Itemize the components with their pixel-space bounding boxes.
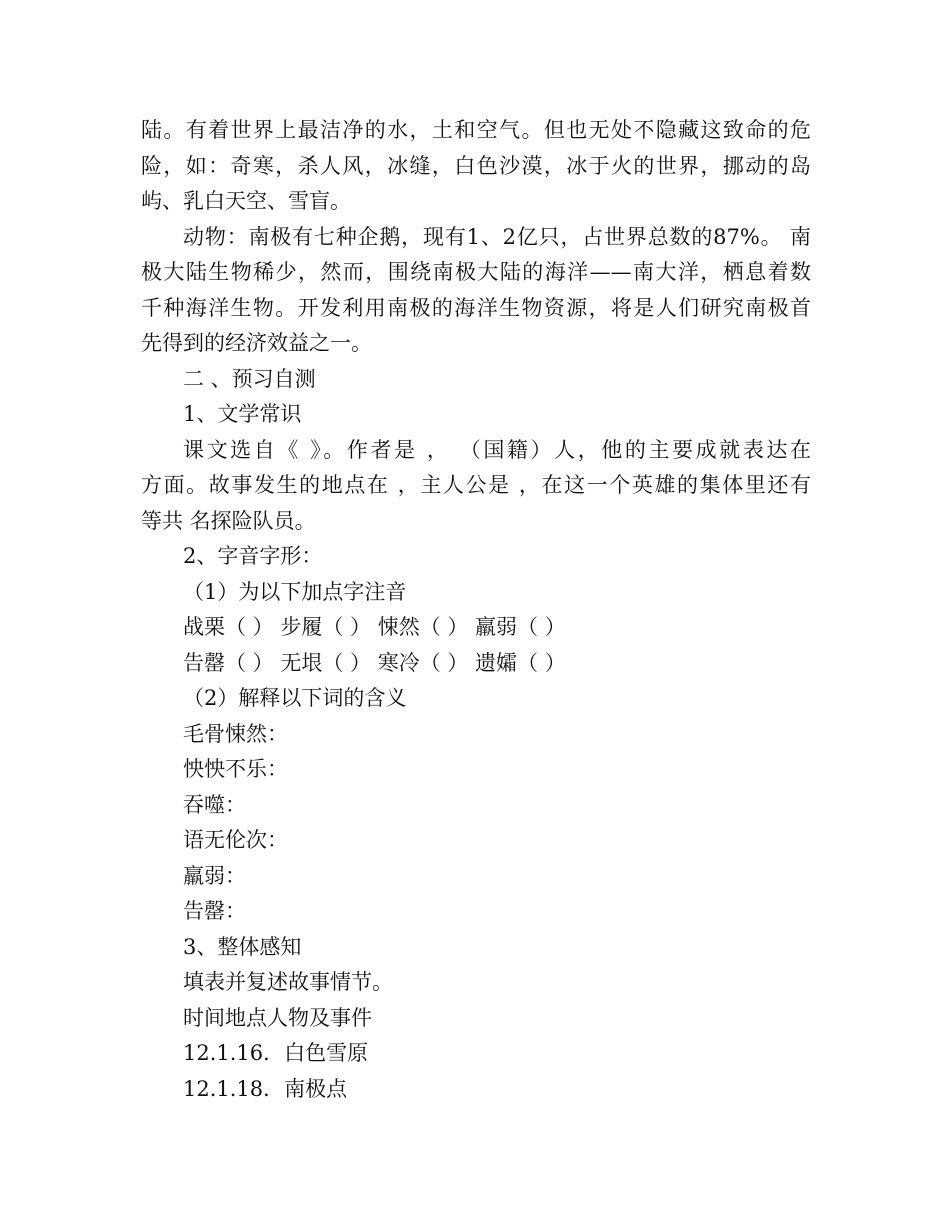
table-header-line: 时间地点人物及事件 — [183, 1005, 372, 1030]
definition-item-1: 毛骨悚然： — [183, 721, 288, 746]
definition-item-6: 告罄： — [183, 899, 246, 923]
text-line-3: 屿、乳白天空、雪盲。 — [141, 189, 351, 213]
definition-item-2: 怏怏不乐： — [183, 757, 288, 781]
table-row-2: 12.1.18．南极点 — [183, 1076, 348, 1101]
question-phonetic: （1）为以下加点字注音 — [183, 579, 407, 604]
text-line-5: 极大陆生物稀少，然而，围绕南极大陆的海洋——南大洋，栖息着数 — [141, 260, 811, 284]
text-line-4: 动物：南极有七种企鹅，现有1、2亿只，占世界总数的87%。 南 — [183, 224, 811, 249]
question-definitions: （2）解释以下词的含义 — [183, 686, 407, 710]
table-row-1: 12.1.16．白色雪原 — [183, 1041, 369, 1065]
subheading-literary-knowledge: 1、文学常识 — [183, 402, 302, 426]
subheading-pronunciation: 2、字音字形： — [183, 544, 323, 568]
definition-item-5: 羸弱： — [183, 863, 246, 888]
phonetic-row-1: 战栗（ ） 步履（ ） 悚然（ ） 羸弱（ ） — [183, 615, 566, 639]
section-heading-preview: 二 、预习自测 — [183, 366, 316, 391]
text-line-1: 陆。有着世界上最洁净的水，土和空气。但也无处不隐藏这致命的危 — [141, 118, 811, 142]
text-line-12: 等共 名探险队员。 — [141, 508, 316, 533]
phonetic-row-2: 告罄（ ） 无垠（ ） 寒冷（ ） 遗孀（ ） — [183, 650, 566, 675]
document-page — [141, 113, 811, 1107]
subheading-overall: 3、整体感知 — [183, 934, 302, 959]
text-line-11: 方面。故事发生的地点在 ，主人公是 ，在这一个英雄的集体里还有 — [141, 473, 811, 497]
text-line-2: 险，如：奇寒，杀人风，冰缝，白色沙漠，冰于火的世界，挪动的岛 — [141, 153, 811, 178]
instruction-fill-table: 填表并复述故事情节。 — [183, 970, 393, 994]
definition-item-4: 语无伦次： — [183, 828, 288, 852]
definition-item-3: 吞噬： — [183, 792, 246, 817]
text-line-10: 课文选自《 》。作者是 ， （国籍）人，他的主要成就表达在 — [183, 437, 811, 462]
text-line-6: 千种海洋生物。开发利用南极的海洋生物资源，将是人们研究南极首 — [141, 295, 811, 320]
text-line-7: 先得到的经济效益之一。 — [141, 331, 372, 355]
